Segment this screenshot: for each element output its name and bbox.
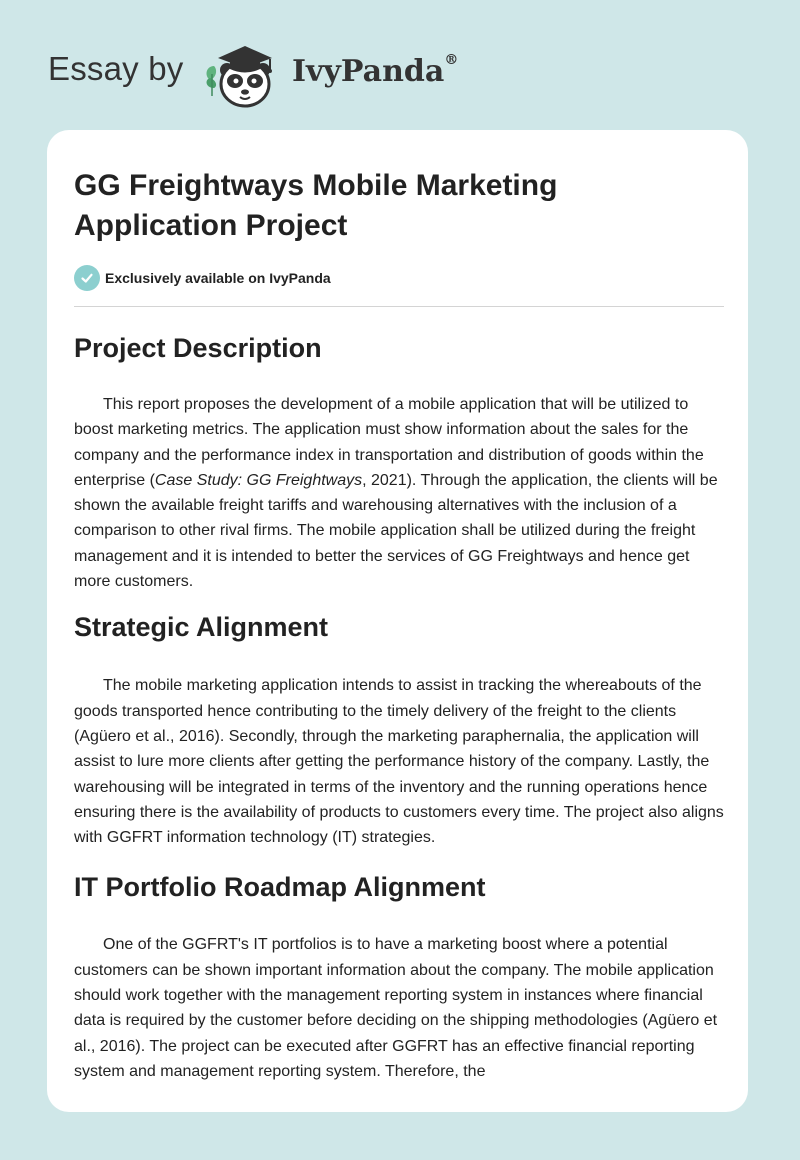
exclusive-badge xyxy=(74,264,724,292)
section-heading-it-portfolio: IT Portfolio Roadmap Alignment xyxy=(74,872,486,903)
brand-name-text: IvyPanda xyxy=(292,54,445,89)
check-circle-icon xyxy=(74,265,100,291)
paragraph-text: , 2021). Through the application, the clients will be shown the available freight tariffs and warehousing alternatives with the inclusion of a comparison to other rival firms. The mobile application shall be utilized during the freight management and it is intended to better the services of GG Freightways and hence get more customers. xyxy=(74,471,718,591)
brand-prefix: Essay by xyxy=(48,50,184,87)
brand-name[interactable] xyxy=(292,54,458,89)
section-paragraph-strategic-alignment: The mobile marketing application intends to assist in tracking the whereabouts of the goods transported hence contributing to the timely delivery of the freight to the clients (Agüero et al., 2016). Secondly, through the marketing paraphernalia, the application will assist to lure more clients after getting the performance history of the company. Lastly, the warehousing will be integrated in terms of the inventory and the running operations hence ensuring there is the availability of products to customers every time. The project also aligns with GGFRT information technology (IT) strategies. xyxy=(74,677,724,847)
badge-text: Exclusively available on IvyPanda xyxy=(105,270,331,286)
essay-card xyxy=(47,130,748,1112)
essay-content xyxy=(74,166,724,1084)
site-header xyxy=(0,0,800,130)
title-divider xyxy=(74,306,724,307)
section-paragraph-project-description xyxy=(74,392,724,594)
panda-graduate-icon[interactable] xyxy=(200,36,290,110)
citation-title: Case Study: GG Freightways xyxy=(154,471,363,489)
page-title: GG Freightways Mobile Marketing Application Project xyxy=(74,169,558,242)
section-heading-strategic-alignment: Strategic Alignment xyxy=(74,612,329,643)
section-heading-project-description: Project Description xyxy=(74,333,322,363)
section-paragraph-it-portfolio: One of the GGFRT's IT portfolios is to have a marketing boost where a potential customers can be shown important information about the company. The mobile application should work together with the management reporting system in instances where financial data is required by the customer before deciding on the shipping methodologies (Agüero et al., 2016). The project can be executed after GGFRT has an effective financial reporting system and management reporting system. Therefore, the xyxy=(74,936,718,1080)
paragraph-text: This report proposes the development of a mobile application that will be utilized to boost marketing metrics. The application must show information about the sales for the company and the performance index in transportation and distribution of goods within the enterprise ( xyxy=(74,396,704,489)
registered-mark: ® xyxy=(444,52,459,68)
